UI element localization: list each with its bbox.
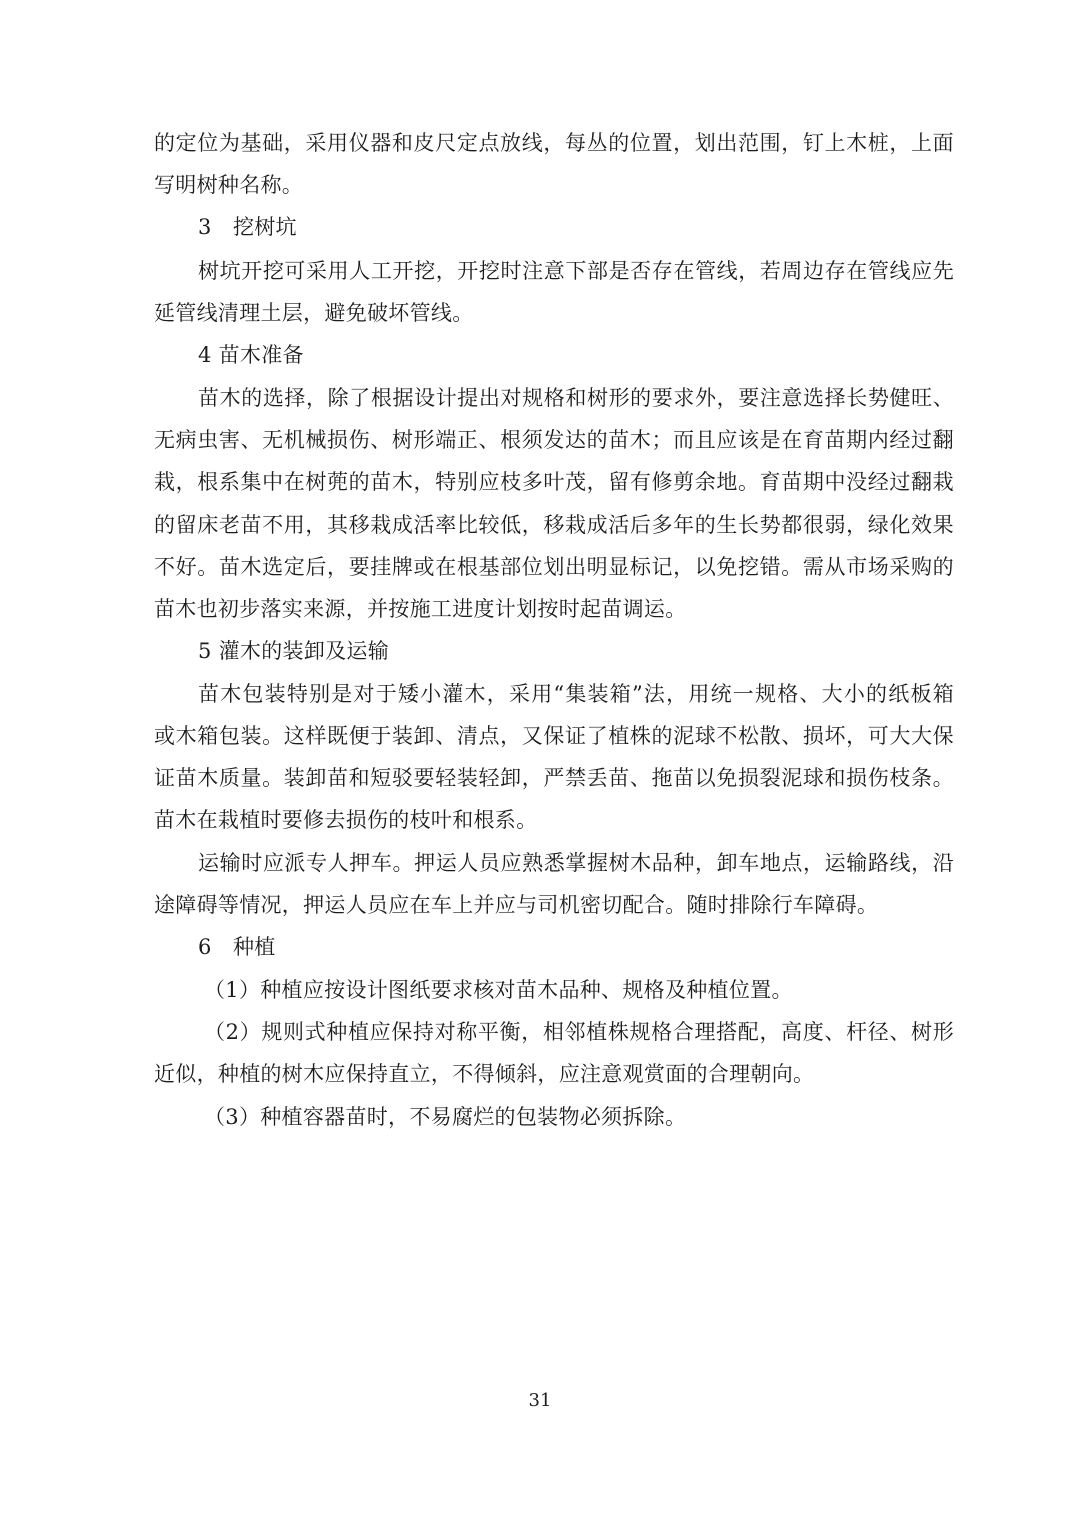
section-heading: 4 苗木准备	[198, 343, 304, 367]
page-number: 31	[528, 1390, 552, 1411]
section-heading: 6 种植	[198, 935, 276, 959]
list-item: （1）种植应按设计图纸要求核对苗木品种、规格及种植位置。	[204, 978, 793, 1002]
section-heading: 3 挖树坑	[198, 215, 297, 239]
list-item: （2）规则式种植应保持对称平衡，相邻植株规格合理搭配，高度、杆径、树形	[204, 1020, 954, 1044]
section-heading: 5 灌木的装卸及运输	[198, 639, 390, 663]
paragraph-line: 苗木也初步落实来源，并按施工进度计划按时起苗调运。	[154, 597, 687, 621]
paragraph-line: 写明树种名称。	[154, 173, 304, 197]
paragraph-line: 近似，种植的树木应保持直立，不得倾斜，应注意观赏面的合理朝向。	[154, 1062, 815, 1086]
paragraph-line: 无病虫害、无机械损伤、树形端正、根须发达的苗木；而且应该是在育苗期内经过翻	[154, 428, 954, 452]
paragraph-line: 证苗木质量。装卸苗和短驳要轻装轻卸，严禁丢苗、拖苗以免损裂泥球和损伤枝条。	[154, 766, 954, 790]
paragraph-line: 栽，根系集中在树蔸的苗木，特别应枝多叶茂，留有修剪余地。育苗期中没经过翻栽	[154, 470, 954, 494]
paragraph-line: 或木箱包装。这样既便于装卸、清点，又保证了植株的泥球不松散、损坏，可大大保	[154, 724, 954, 748]
paragraph-line: 的定位为基础，采用仪器和皮尺定点放线，每丛的位置，划出范围，钉上木桩，上面	[154, 131, 954, 155]
paragraph-line: 苗木的选择，除了根据设计提出对规格和树形的要求外，要注意选择长势健旺、	[198, 386, 954, 410]
list-item: （3）种植容器苗时，不易腐烂的包装物必须拆除。	[204, 1105, 687, 1129]
paragraph-line: 的留床老苗不用，其移栽成活率比较低，移栽成活后多年的生长势都很弱，绿化效果	[154, 513, 954, 537]
paragraph-line: 苗木包装特别是对于矮小灌木，采用“集装箱”法，用统一规格、大小的纸板箱	[198, 682, 954, 706]
paragraph-line: 运输时应派专人押车。押运人员应熟悉掌握树木品种，卸车地点，运输路线，沿	[198, 851, 954, 875]
paragraph-line: 延管线清理土层，避免破坏管线。	[154, 301, 474, 325]
paragraph-line: 途障碍等情况，押运人员应在车上并应与司机密切配合。随时排除行车障碍。	[154, 893, 879, 917]
paragraph-line: 苗木在栽植时要修去损伤的枝叶和根系。	[154, 808, 538, 832]
paragraph-line: 不好。苗木选定后，要挂牌或在根基部位划出明显标记，以免挖错。需从市场采购的	[154, 555, 954, 579]
paragraph-line: 树坑开挖可采用人工开挖，开挖时注意下部是否存在管线，若周边存在管线应先	[198, 259, 954, 283]
